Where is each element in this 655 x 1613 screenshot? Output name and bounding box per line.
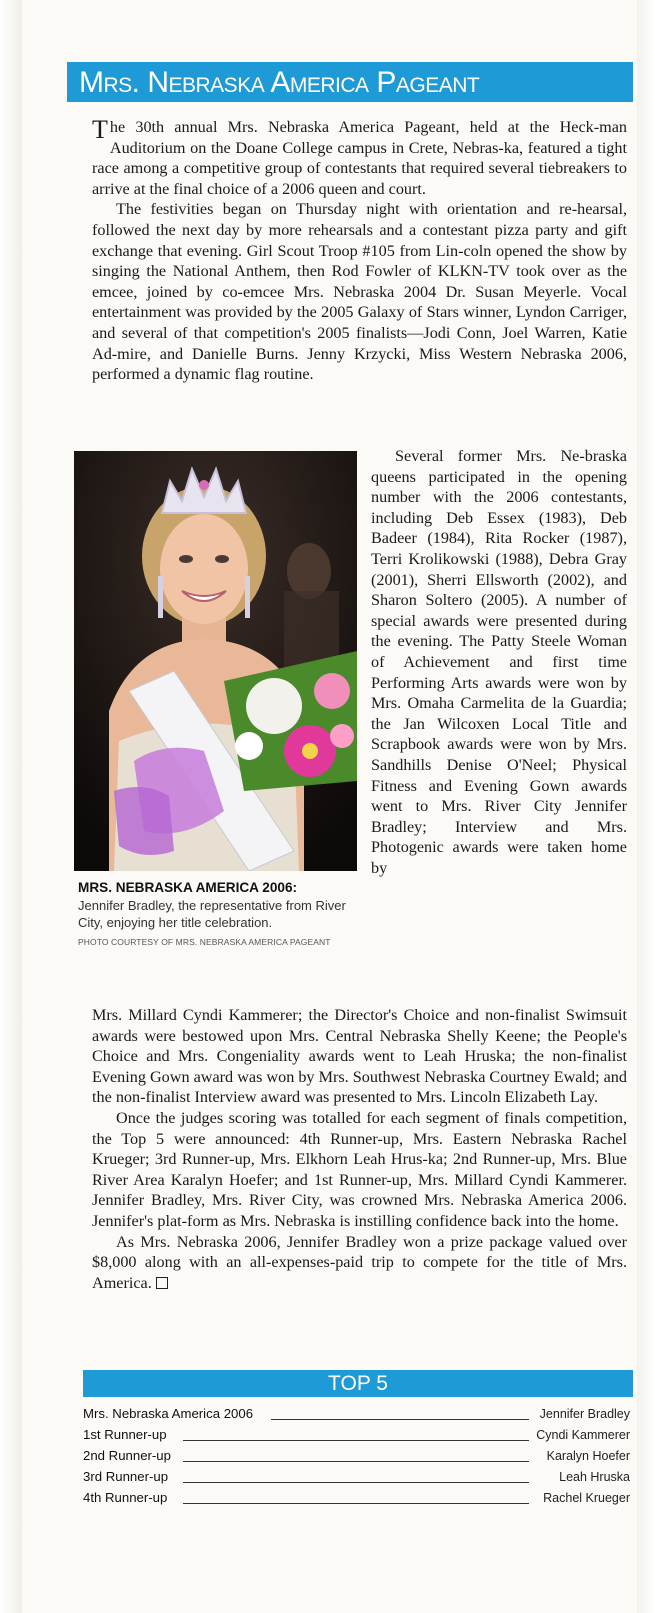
festivities-paragraph: The festivities began on Thursday night with orientation and re-hearsal, followed the next day by more rehearsals and a contestant pizza party and gift exchange that evening. Girl Scout Troop #105 from Lin-coln opened the show by singing the National Anthem, then Rod Fowler of KLKN-TV took over as the emcee, joined by co-emcee Mrs. Nebraska 2004 Dr. Susan Meyerle. Vocal entertainment was provided by the 2005 Galaxy of Stars winner, Lyndon Carriger, and several of that competition's 2005 finalists—Jodi Conn, Joel Warren, Katie Ad-mire, and Danielle Burns. Jenny Krzycki, Miss Western Nebraska 2006, performed a dynamic flag routine.: [92, 200, 627, 384]
top5-label: 2nd Runner-up: [83, 1448, 171, 1463]
article-body-bottom: [92, 1005, 627, 1293]
top5-row: [83, 1487, 633, 1508]
photo-caption: [78, 880, 363, 947]
leader-line: [183, 1461, 529, 1462]
article-body-top: [92, 117, 627, 385]
top5-announcement-paragraph: Once the judges scoring was totalled for each segment of finals competition, the Top 5 were announced: 4th Runner-up, Mrs. Eastern Nebraska Rachel Krueger; 3rd Runner-up, Mrs. Elkhorn Leah Hrus-ka; 2nd Runner-up, Mrs. Blue River Area Karalyn Hoefer; and 1st Runner-up, Mrs. Millard Cyndi Kammerer. Jennifer Bradley, Mrs. River City, was crowned Mrs. Nebraska America 2006. Jennifer's plat-form as Mrs. Nebraska is instilling confidence back into the home.: [92, 1108, 627, 1230]
top5-name: Karalyn Hoefer: [546, 1449, 630, 1463]
article-column-right: [371, 446, 627, 878]
article-title: Mrs. Nebraska America Pageant: [79, 66, 480, 99]
top5-row: [83, 1445, 633, 1466]
top5-label: 1st Runner-up: [83, 1427, 167, 1442]
prize-paragraph: [92, 1232, 627, 1294]
top5-label: 4th Runner-up: [83, 1490, 168, 1505]
top5-row: [83, 1466, 633, 1487]
caption-heading: MRS. NEBRASKA AMERICA 2006:: [78, 880, 298, 895]
awards-continued-paragraph: Mrs. Millard Cyndi Kammerer; the Director's Choice and non-finalist Swimsuit awards were bestowed upon Mrs. Central Nebraska Shelly Keene; the People's Choice and Mrs. Congeniality awards went to Leah Hruska; the non-finalist Evening Gown award was won by Mrs. Southwest Nebraska Courtney Ewald; and the non-finalist Interview award was presented to Mrs. Lincoln Elizabeth Lay.: [92, 1006, 627, 1107]
top5-list: [83, 1403, 633, 1508]
top5-banner: TOP 5: [83, 1370, 633, 1397]
leader-line: [271, 1419, 529, 1420]
leader-line: [183, 1503, 529, 1504]
leader-line: [183, 1482, 529, 1483]
end-mark-icon: [156, 1277, 168, 1289]
top5-label: Mrs. Nebraska America 2006: [83, 1406, 254, 1421]
top5-row: [83, 1403, 633, 1424]
top5-name: Leah Hruska: [559, 1470, 630, 1484]
leader-line: [183, 1440, 529, 1441]
former-queens-paragraph: Several former Mrs. Ne-braska queens participated in the opening number with the 2006 contestants, including Deb Essex (1983), Deb Badeer (1984), Rita Rocker (1987), Terri Krolikowski (1988), Debra Gray (2001), Sherri Ellsworth (2002), and Sharon Soltero (2005). A number of special awards were presented during the evening. The Patty Steele Woman of Achievement and first time Performing Arts awards were won by Mrs. Omaha Carmelita de la Guardia; the Jan Wilcoxen Local Title and Scrapbook awards were won by Mrs. Sandhills Denise O'Neel; Physical Fitness and Evening Gown awards went to Mrs. River City Jennifer Bradley; Interview and Mrs. Photogenic awards were taken home by: [371, 447, 627, 877]
top5-name: Jennifer Bradley: [539, 1407, 630, 1421]
photo-credit: PHOTO COURTESY OF MRS. NEBRASKA AMERICA PAGEANT: [78, 937, 331, 947]
intro-text: he 30th annual Mrs. Nebraska America Pageant, held at the Heck-man Auditorium on the Doane College campus in Crete, Nebras-ka, featured a tight race among a competitive group of contestants that required several tiebreakers to arrive at the final choice of a 2006 queen and court.: [92, 118, 627, 198]
top5-name: Cyndi Kammerer: [536, 1428, 630, 1442]
prize-text: As Mrs. Nebraska 2006, Jennifer Bradley won a prize package valued over $8,000 along with an all-expenses-paid trip to compete for the title of Mrs. America.: [92, 1232, 627, 1292]
winner-photo: [74, 451, 357, 871]
caption-text: Jennifer Bradley, the representative from River City, enjoying her title celebration.: [78, 898, 346, 930]
article-title-banner: [67, 62, 633, 102]
top5-name: Rachel Krueger: [543, 1491, 630, 1505]
intro-paragraph: [92, 117, 627, 199]
top5-label: 3rd Runner-up: [83, 1469, 169, 1484]
drop-cap: T: [92, 115, 108, 144]
winner-photo-illustration: [74, 451, 357, 871]
top5-row: [83, 1424, 633, 1445]
